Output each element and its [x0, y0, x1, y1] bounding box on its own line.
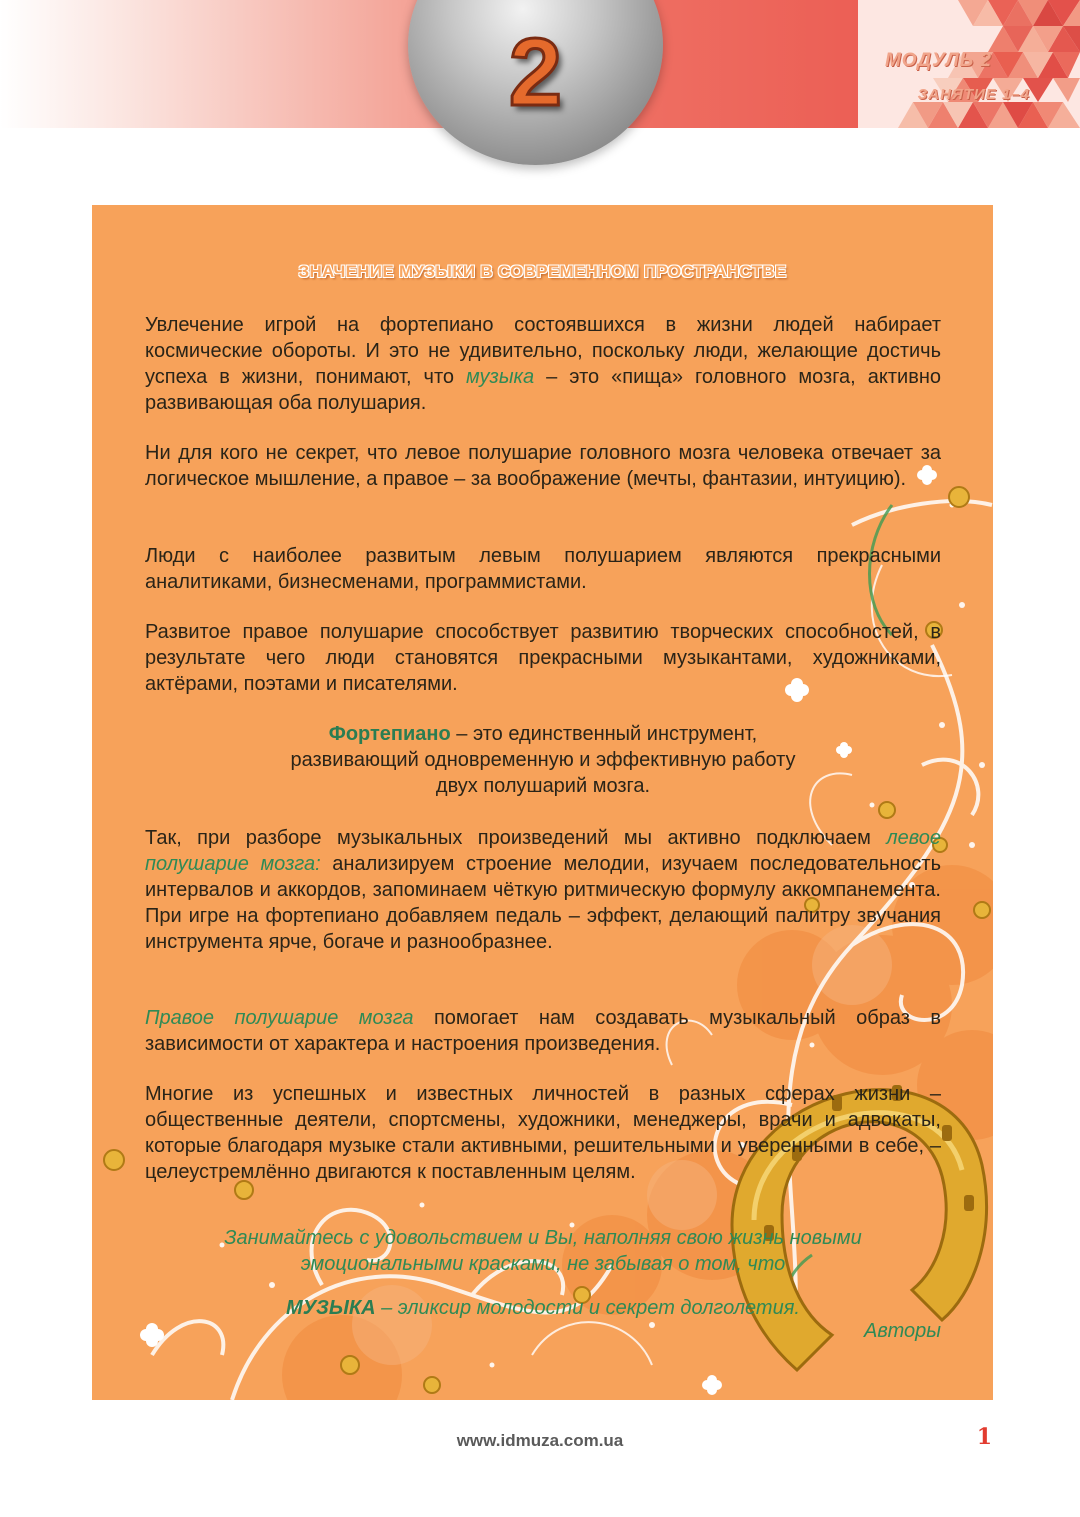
paragraph-6	[145, 1005, 941, 1057]
highlight-music: музыка	[466, 366, 535, 388]
piano-line-3: двух полушарий мозга.	[435, 775, 651, 797]
paragraph-2: Ни для кого не секрет, что левое полушарие головного мозга человека отвечает за логическое мышление, а правое – за воображение (мечты, фантазии, интуицию).	[145, 442, 941, 490]
piano-line-1	[145, 721, 941, 747]
module-number: 2	[508, 19, 563, 126]
paragraph-4: Развитое правое полушарие способствует развитию творческих способностей, в результате чего люди становятся прекрасными музыкантами, художниками, актёрами, поэтами и писателями.	[145, 621, 941, 695]
closing-line-1: Занимайтесь с удовольствием и Вы, наполняя свою жизнь новыми	[224, 1227, 862, 1249]
module-number-badge	[408, 0, 663, 165]
paragraph-1	[145, 312, 941, 416]
paragraph-1-text-end: – это «пища» головного мозга, активно развивающая оба полушария.	[145, 366, 941, 414]
page-number: 1	[976, 1424, 992, 1450]
paragraph-1-text: Увлечение игрой на фортепиано состоявшихся в жизни людей набирает космические обороты. И это не удивительно, поскольку люди, желающие достичь успеха в жизни, понимают, что	[145, 314, 941, 388]
motto-bold: МУЗЫКА	[286, 1297, 376, 1319]
lesson-label: ЗАНЯТИЕ 1–4	[917, 86, 1030, 103]
paragraph-5-text-end: анализируем строение мелодии, изучаем последовательность интервалов и аккордов, запоминаем чёткую ритмическую формулу аккомпанемента. При игре на фортепиано добавляем педаль – эффект, делающий палитру звучания инструмента ярче, богаче и разнообразнее.	[145, 853, 941, 953]
closing-block	[145, 1225, 941, 1277]
paragraph-5-text: Так, при разборе музыкальных произведений мы активно подключаем	[145, 827, 887, 849]
highlight-piano: Фортепиано	[328, 723, 451, 745]
highlight-right-hemisphere: Правое полушарие мозга	[145, 1007, 414, 1029]
site-url-link[interactable]: www.idmuza.com.ua	[456, 1431, 624, 1450]
motto-rest: – эликсир молодости и секрет долголетия.	[375, 1297, 800, 1319]
highlight-left-hemisphere: левое полушарие мозга:	[145, 827, 941, 875]
authors-signature: Авторы	[864, 1320, 941, 1342]
closing-line-2: эмоциональными красками, не забывая о том, что	[300, 1253, 786, 1275]
article-content	[92, 205, 993, 1400]
article-panel	[92, 205, 993, 1400]
piano-line-1-text: – это единственный инструмент,	[450, 723, 758, 745]
paragraph-6-text: помогает нам создавать музыкальный образ в зависимости от характера и настроения произведения.	[145, 1007, 941, 1055]
paragraph-3: Люди с наиболее развитым левым полушарием являются прекрасными аналитиками, бизнесменами, программистами.	[145, 545, 941, 593]
module-label: МОДУЛЬ 2	[884, 50, 992, 71]
article-title: ЗНАЧЕНИЕ МУЗЫКИ В СОВРЕМЕННОМ ПРОСТРАНСТВЕ	[298, 262, 787, 281]
paragraph-7: Многие из успешных и известных личностей в разных сферах жизни – общественные деятели, спортсмены, художники, менеджеры, врачи и адвокаты, которые благодаря музыке стали активными, решительными и уверенными в себе, – целеустремлённо двигаются к поставленным целям.	[145, 1083, 941, 1183]
motto	[145, 1295, 941, 1321]
piano-highlight-block	[145, 721, 941, 799]
paragraph-5	[145, 825, 941, 955]
piano-line-2: развивающий одновременную и эффективную работу	[290, 749, 796, 771]
